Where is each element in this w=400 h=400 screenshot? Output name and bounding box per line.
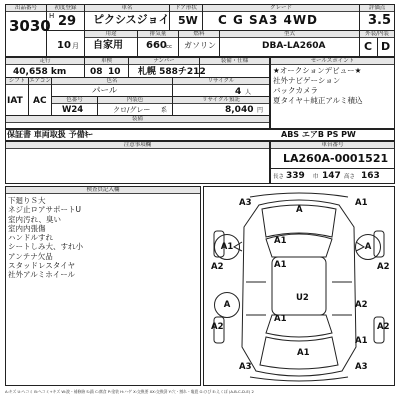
color-name: パール	[92, 86, 118, 96]
damage-mark: A2	[377, 322, 390, 332]
label-model: 型式	[220, 31, 359, 38]
grade: C G SA3 4WD	[218, 13, 319, 27]
note-line: アンテナ欠品	[8, 251, 53, 261]
damage-mark: A1	[274, 314, 287, 324]
damage-mark: A1	[274, 260, 287, 270]
label-mileage: 走行	[6, 58, 84, 65]
label-plate-notes: 装備・仕様	[200, 58, 269, 65]
displacement-unit: cc	[166, 44, 173, 50]
recycle-fee: 8,040	[225, 105, 254, 115]
label-trim: 内装色	[98, 97, 172, 104]
legend-footer: A:キズ U:ヘコミ B:ヘコミ+キズ W:波・補修跡 S:錆 C:腐食 P:塗装 H:ハゲ X:交換要 XX:交換済 Y:穴・割れ・亀裂 G:ひび E:えくぼ (A-B-C-D-E) 2	[5, 389, 254, 394]
sales-point-item: 夏タイヤ＋純正アルミ積込	[273, 96, 363, 105]
width-label: 巾	[313, 174, 319, 180]
chassis-width: 147	[322, 171, 341, 181]
label-shuppin: 出品番号	[6, 5, 46, 12]
label-inspector: 検査員記入欄	[6, 187, 200, 194]
damage-mark: A2	[211, 322, 224, 332]
note-line: 室内内張傷	[8, 223, 46, 233]
damage-mark: A2	[377, 262, 390, 272]
model-year: 29	[58, 14, 77, 29]
lot-number: 3030	[9, 17, 51, 35]
label-doors: ドア形状	[170, 5, 202, 12]
sales-point-item: 社外ナビゲーション	[273, 76, 341, 85]
damage-mark: A	[296, 205, 303, 215]
usage: 自家用	[93, 40, 123, 51]
label-chassis: 車台番号	[271, 142, 394, 149]
label-color-name: 色名	[52, 78, 172, 85]
model-code: DBA-LA260A	[262, 41, 326, 51]
label-sales-point: セールスポイント	[271, 58, 394, 65]
note-line: ハンドルすれ	[8, 233, 53, 243]
inspection-month: 10	[108, 67, 121, 77]
seats-unit: 人	[245, 89, 252, 96]
damage-mark: A1	[355, 198, 368, 208]
sales-point-item: バックカメラ	[273, 86, 318, 95]
damage-mark: A2	[355, 300, 368, 310]
interior-grade: D	[381, 40, 391, 53]
equipment-row	[5, 129, 395, 141]
sales-point-list	[273, 66, 393, 106]
sales-point-item: ★オークションデビュー★	[273, 66, 362, 75]
exterior-grade: C	[364, 40, 373, 53]
body-code: W24	[62, 105, 84, 115]
label-equipment: 装備	[6, 116, 269, 123]
label-first-reg: 初度登録	[47, 5, 84, 12]
damage-circle: A1	[214, 234, 240, 260]
label-inspection: 車検	[85, 58, 128, 65]
score: 3.5	[368, 13, 392, 28]
damage-circle: A	[214, 292, 240, 318]
mileage: 40,658 km	[13, 67, 67, 77]
label-sub-score: 外装/内装	[360, 31, 394, 38]
label-usage: 用途	[85, 31, 137, 38]
height-label: 高さ	[344, 174, 356, 180]
shift-type: IAT	[7, 96, 23, 106]
first-reg-month: 10	[57, 40, 71, 51]
label-car-name: 車名	[85, 5, 169, 12]
fuel: ガソリン	[184, 41, 216, 50]
options: ABS エアB PS PW	[281, 130, 356, 139]
chassis-height: 163	[361, 171, 380, 181]
first-reg-month-unit: 月	[72, 42, 79, 50]
label-displacement: 排気量	[138, 31, 178, 38]
displacement: 660	[146, 40, 167, 51]
label-score: 評価点	[360, 5, 394, 12]
label-fuel: 燃料	[179, 31, 219, 38]
label-aircon: エアコン	[29, 78, 51, 84]
label-color-code: 色番号	[52, 97, 97, 104]
damage-mark: A2	[211, 262, 224, 272]
damage-circle: A	[355, 234, 381, 260]
label-recycle: リサイクル	[173, 78, 269, 85]
note-line: スタッドレスタイヤ	[8, 261, 76, 271]
car-name: ピクシスジョイ	[93, 13, 170, 26]
label-notes: 注意事項欄	[6, 142, 269, 149]
label-plate: ナンバー	[129, 58, 199, 65]
label-shift: シフト	[6, 78, 28, 85]
damage-mark: U2	[296, 293, 309, 303]
aircon-type: AC	[33, 96, 47, 106]
note-line: 社外アルミホイール	[8, 270, 76, 280]
equipment: 保証書 車両取扱 予備ｷｰ	[7, 130, 93, 139]
damage-mark: A3	[239, 362, 252, 372]
seats: 4	[235, 87, 242, 97]
damage-mark: A1	[297, 348, 310, 358]
damage-mark: A3	[355, 362, 368, 372]
label-grade: グレード	[203, 5, 359, 12]
inspection-year: 08	[90, 67, 103, 77]
damage-mark: A3	[239, 198, 252, 208]
trim-color: クロ/グレー	[113, 106, 151, 114]
recycle-fee-unit: 円	[257, 107, 264, 114]
inspector-notes	[8, 196, 198, 280]
note-line: シートしみ大、すれ小	[8, 242, 83, 252]
damage-mark: A1	[355, 336, 368, 346]
chassis-number: LA260A-0001521	[283, 152, 389, 165]
damage-mark: A1	[274, 236, 287, 246]
note-line: 下廻りＳ大	[8, 196, 46, 205]
door-type: 5W	[178, 14, 198, 27]
trim-suffix: 系	[161, 107, 168, 114]
label-recycle-fee: リサイクル預託	[173, 97, 269, 104]
note-line: 室内汚れ、臭い	[8, 214, 61, 224]
era-letter: H	[49, 12, 55, 20]
note-line: ネジ止ロアサポートU	[8, 205, 81, 215]
length-label: 長さ	[273, 174, 285, 180]
chassis-length: 339	[286, 171, 305, 181]
plate-number: 札幌 588チ212	[138, 67, 206, 77]
